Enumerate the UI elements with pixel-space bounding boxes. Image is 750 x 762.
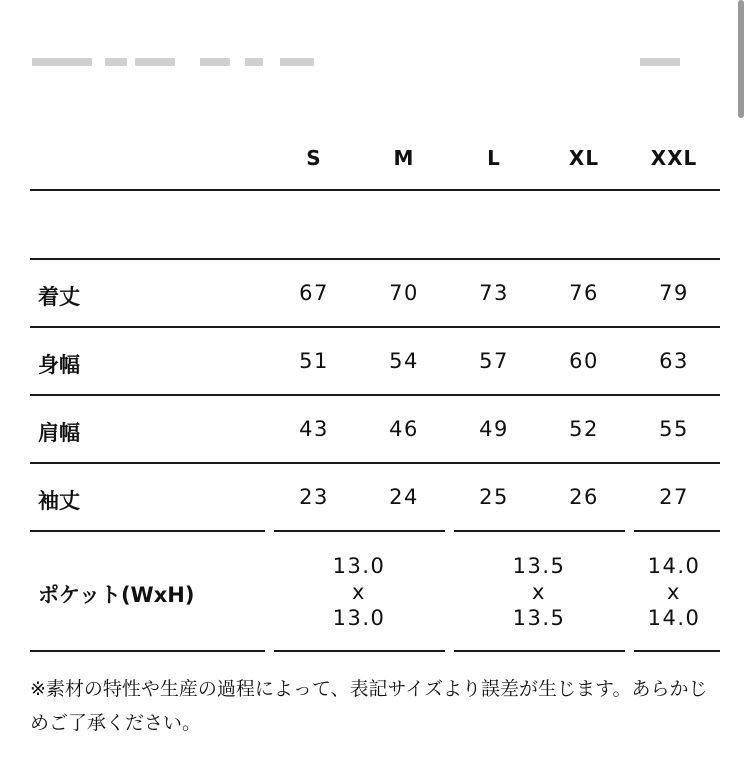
pocket-size-xxl bbox=[614, 553, 734, 631]
size-header-xl: XL bbox=[568, 146, 600, 170]
size-header-l: L bbox=[487, 146, 501, 170]
row-label-sleeve-length: 袖丈 bbox=[38, 489, 80, 513]
table-cell: 52 bbox=[569, 417, 599, 441]
pocket-size-s-m bbox=[299, 553, 419, 631]
table-divider bbox=[274, 650, 445, 652]
table-cell: 51 bbox=[299, 349, 329, 373]
table-divider bbox=[30, 258, 720, 260]
row-label-body-width: 身幅 bbox=[38, 353, 80, 377]
table-divider bbox=[30, 189, 720, 191]
table-cell: 63 bbox=[659, 349, 689, 373]
size-disclaimer-note: ※素材の特性や生産の過程によって、表記サイズより誤差が生じます。あらかじめご了承ください。 bbox=[30, 678, 708, 734]
pocket-height: 13.0 bbox=[332, 606, 386, 630]
table-cell: 55 bbox=[659, 417, 689, 441]
table-cell: 43 bbox=[299, 417, 329, 441]
table-cell: 46 bbox=[389, 417, 419, 441]
table-cell: 49 bbox=[479, 417, 509, 441]
table-divider bbox=[454, 650, 625, 652]
pocket-size-l-xl bbox=[479, 553, 599, 631]
table-cell: 54 bbox=[389, 349, 419, 373]
table-divider bbox=[30, 326, 720, 328]
table-cell: 67 bbox=[299, 281, 329, 305]
table-cell: 25 bbox=[479, 485, 509, 509]
table-cell: 24 bbox=[389, 485, 419, 509]
table-cell: 27 bbox=[659, 485, 689, 509]
pocket-times: x bbox=[352, 580, 366, 604]
table-cell: 26 bbox=[569, 485, 599, 509]
size-header-s: S bbox=[306, 146, 322, 170]
table-divider bbox=[30, 650, 265, 652]
pocket-width: 13.0 bbox=[332, 554, 386, 578]
pocket-width: 13.5 bbox=[512, 554, 566, 578]
scrollbar[interactable] bbox=[738, 0, 744, 118]
pocket-times: x bbox=[667, 580, 681, 604]
row-label-shoulder-width: 肩幅 bbox=[38, 421, 80, 445]
pocket-width: 14.0 bbox=[647, 554, 701, 578]
table-cell: 57 bbox=[479, 349, 509, 373]
cut-off-text-strip bbox=[30, 52, 710, 66]
row-label-pocket: ポケット(WxH) bbox=[38, 583, 195, 607]
table-cell: 70 bbox=[389, 281, 419, 305]
row-label-length: 着丈 bbox=[38, 285, 80, 309]
size-header-xxl: XXL bbox=[650, 146, 698, 170]
pocket-times: x bbox=[532, 580, 546, 604]
table-divider bbox=[634, 650, 720, 652]
table-divider bbox=[30, 462, 720, 464]
table-cell: 73 bbox=[479, 281, 509, 305]
table-divider bbox=[30, 530, 265, 532]
table-divider bbox=[30, 394, 720, 396]
pocket-height: 13.5 bbox=[512, 606, 566, 630]
size-header-m: M bbox=[393, 146, 415, 170]
table-cell: 23 bbox=[299, 485, 329, 509]
table-cell: 79 bbox=[659, 281, 689, 305]
table-divider bbox=[274, 530, 445, 532]
table-cell: 60 bbox=[569, 349, 599, 373]
pocket-height: 14.0 bbox=[647, 606, 701, 630]
table-divider bbox=[634, 530, 720, 532]
table-cell: 76 bbox=[569, 281, 599, 305]
table-divider bbox=[454, 530, 625, 532]
